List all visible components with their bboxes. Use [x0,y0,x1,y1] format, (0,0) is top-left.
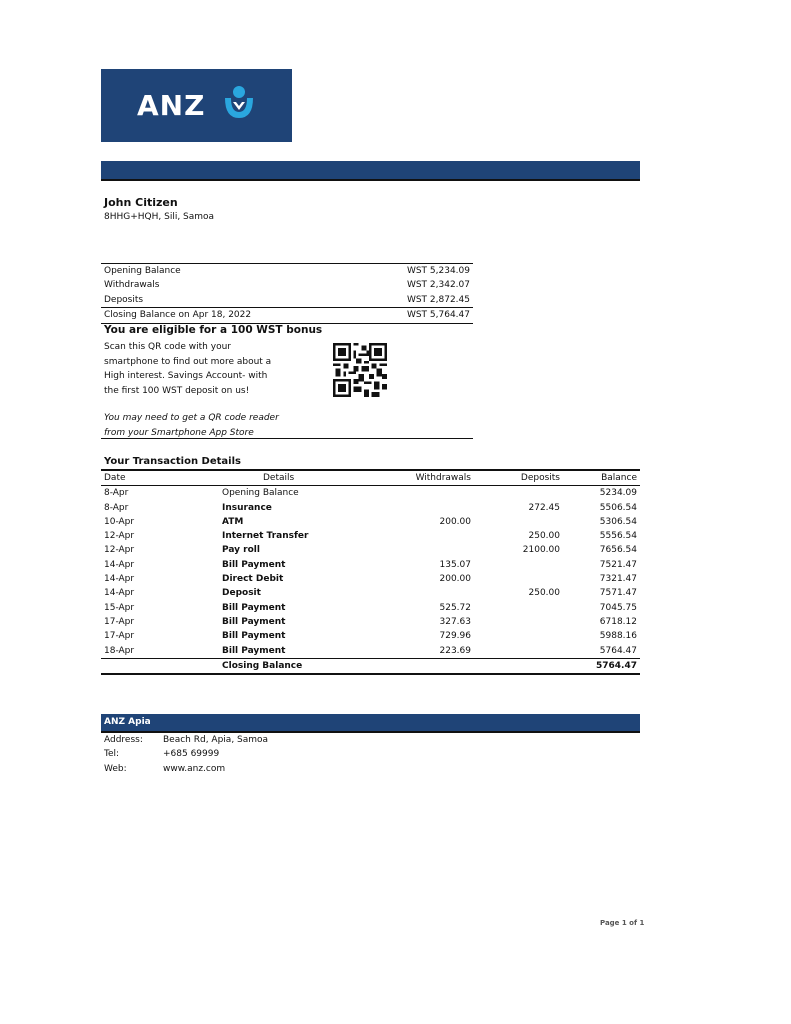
cell-date: 15-Apr [104,602,135,613]
transactions-table [101,469,640,675]
cell-deposit: 272.45 [528,502,560,513]
table-row [101,529,640,543]
branch-key: Address: [104,735,143,745]
customer-name: John Citizen [104,196,178,209]
summary-value: WST 5,764.47 [406,310,470,321]
branch-header-bar [101,714,640,733]
table-row [101,558,640,572]
qr-code-icon [332,343,388,397]
cell-details: ATM [222,516,244,527]
summary-label: Closing Balance on Apr 18, 2022 [104,310,252,321]
cell-deposit: 250.00 [528,531,560,542]
header-balance: Balance [601,473,637,483]
page-number: Page 1 of 1 [600,919,645,927]
cell-details: Bill Payment [222,631,286,642]
cell-details: Internet Transfer [222,531,309,542]
closing-balance-row [101,658,640,675]
cell-balance: 7656.54 [599,545,637,556]
summary-label: Deposits [104,294,144,305]
bonus-title: You are eligible for a 100 WST bonus [104,324,323,336]
cell-balance: 7521.47 [599,559,637,570]
summary-value: WST 2,872.45 [406,294,470,305]
branch-key: Web: [104,763,127,774]
header-bar [101,161,640,181]
bonus-line: Scan this QR code with your [104,342,231,352]
branch-row [104,762,268,776]
cell-date: 14-Apr [104,559,135,570]
cell-balance: 7045.75 [599,602,637,613]
table-row [101,644,640,658]
logo-text: ANZ [137,89,206,122]
table-row [101,629,640,643]
branch-value: Beach Rd, Apia, Samoa [163,735,269,745]
cell-details: Bill Payment [222,616,286,627]
cell-balance: 5556.54 [599,531,637,542]
cell-date: 14-Apr [104,588,135,599]
summary-value: WST 5,234.09 [406,266,470,276]
customer-address: 8HHG+HQH, Sili, Samoa [104,212,215,222]
summary-closing-row [101,307,473,323]
cell-details: Direct Debit [222,574,284,585]
bonus-line: the first 100 WST deposit on us! [104,385,250,396]
table-header-row [101,471,640,486]
branch-row [104,747,268,761]
cell-date: 8-Apr [104,488,129,499]
table-row [101,543,640,557]
table-row [101,486,640,500]
bonus-line: smartphone to find out more about a [104,356,272,367]
cell-details: Bill Payment [222,559,286,570]
cell-details: Deposit [222,588,261,599]
table-row [101,601,640,615]
anz-people-icon [219,84,259,124]
cell-balance: 5234.09 [599,488,637,499]
branch-web-link[interactable]: www.anz.com [163,763,226,774]
cell-withdrawal: 525.72 [439,602,471,613]
summary-value: WST 2,342.07 [406,280,470,291]
note-line: You may need to get a QR code reader [104,413,279,423]
account-summary [101,263,473,324]
table-row [101,501,640,515]
divider [101,438,473,439]
cell-withdrawal: 200.00 [439,516,471,527]
cell-details: Pay roll [222,545,260,556]
cell-balance: 7571.47 [599,588,637,599]
branch-details [104,733,268,776]
cell-balance: 5764.47 [599,645,637,656]
closing-balance-label: Closing Balance [222,660,303,671]
cell-deposit: 250.00 [528,588,560,599]
cell-withdrawal: 223.69 [439,645,471,656]
cell-date: 17-Apr [104,616,135,627]
anz-logo [101,69,292,142]
closing-balance-value: 5764.47 [596,660,637,671]
cell-withdrawal: 327.63 [439,616,471,627]
cell-balance: 5506.54 [599,502,637,513]
branch-title: ANZ Apia [104,717,151,727]
branch-key: Tel: [104,749,120,760]
summary-label: Withdrawals [104,280,160,291]
cell-withdrawal: 200.00 [439,574,471,585]
cell-balance: 7321.47 [599,574,637,585]
cell-deposit: 2100.00 [522,545,560,556]
cell-details: Bill Payment [222,602,286,613]
cell-date: 10-Apr [104,516,135,527]
header-details: Details [263,473,295,483]
summary-row [101,264,473,278]
qr-reader-note [104,411,279,440]
branch-value: +685 69999 [163,749,220,760]
bonus-line: High interest. Savings Account- with [104,371,268,381]
cell-balance: 5988.16 [599,631,637,642]
header-date: Date [104,473,126,483]
cell-date: 17-Apr [104,631,135,642]
summary-row [101,278,473,292]
cell-balance: 5306.54 [599,516,637,527]
cell-balance: 6718.12 [599,616,637,627]
cell-details: Insurance [222,502,272,513]
table-row [101,615,640,629]
cell-withdrawal: 135.07 [439,559,471,570]
summary-label: Opening Balance [104,266,181,276]
header-deposits: Deposits [520,473,560,483]
note-line: from your Smartphone App Store [104,427,254,438]
cell-date: 14-Apr [104,574,135,585]
cell-date: 12-Apr [104,545,135,556]
header-withdrawals: Withdrawals [415,473,471,483]
cell-date: 12-Apr [104,531,135,542]
cell-withdrawal: 729.96 [439,631,471,642]
transactions-title: Your Transaction Details [104,456,241,467]
table-row [101,515,640,529]
cell-date: 8-Apr [104,502,129,513]
cell-date: 18-Apr [104,645,135,656]
table-row [101,586,640,600]
summary-row [101,293,473,307]
cell-details: Opening Balance [222,488,299,499]
cell-details: Bill Payment [222,645,286,656]
branch-row [104,733,268,747]
table-row [101,572,640,586]
bonus-text [104,340,304,398]
